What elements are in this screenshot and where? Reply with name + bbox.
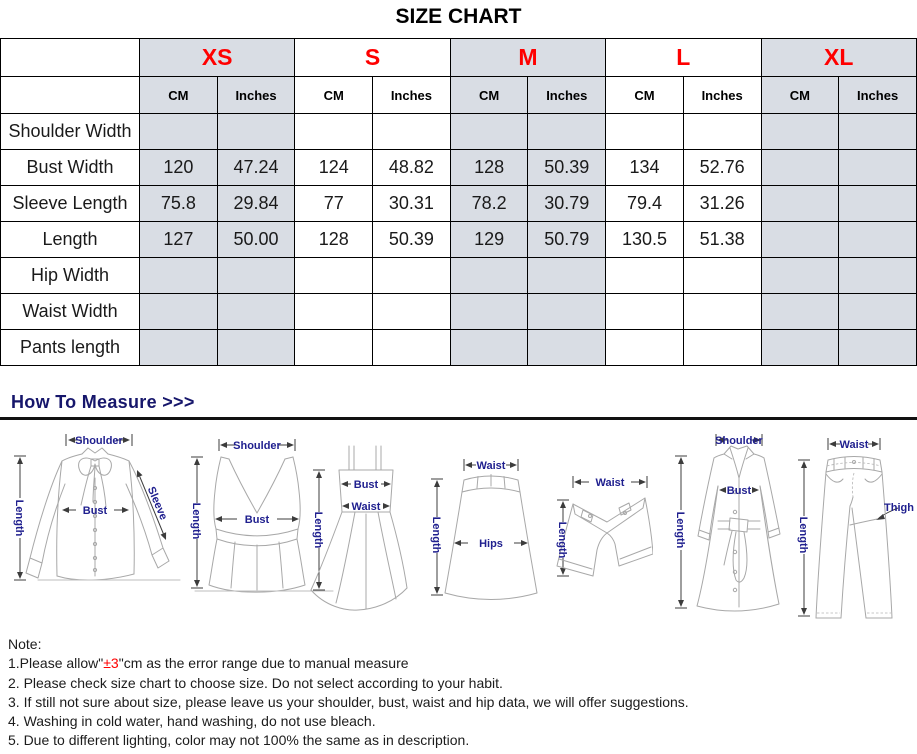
- size-value: [217, 330, 295, 366]
- unit-header: CM: [450, 77, 528, 114]
- unit-header: CM: [140, 77, 218, 114]
- shorts-waist-label: Waist: [595, 477, 625, 489]
- vest-shoulder-label: Shoulder: [233, 440, 281, 452]
- diagram-coat: [666, 428, 796, 620]
- notes-heading: Note:: [8, 636, 42, 652]
- table-row: [1, 114, 917, 150]
- size-header-m: M: [450, 39, 605, 77]
- size-value: [839, 294, 917, 330]
- shorts-length-label: Length: [556, 521, 568, 559]
- dress-length-label: Length: [312, 511, 324, 549]
- size-value: 29.84: [217, 186, 295, 222]
- notes: [8, 635, 689, 751]
- size-value: 50.39: [528, 150, 606, 186]
- size-value: [761, 150, 839, 186]
- size-value: [450, 258, 528, 294]
- size-value: 51.38: [683, 222, 761, 258]
- row-label: Bust Width: [1, 150, 140, 186]
- size-value: [373, 114, 451, 150]
- note-1-prefix: 1.Please allow": [8, 655, 104, 672]
- note-line-2: 2. Please check size chart to choose size. Do not select according to your habit.: [8, 674, 503, 691]
- size-value: [373, 330, 451, 366]
- note-line-4: 4. Washing in cold water, hand washing, do not use bleach.: [8, 713, 376, 730]
- size-value: [683, 114, 761, 150]
- size-value: 78.2: [450, 186, 528, 222]
- size-value: [217, 114, 295, 150]
- size-table: [0, 38, 917, 366]
- vest-length-label: Length: [190, 502, 202, 540]
- size-value: [373, 294, 451, 330]
- size-value: 31.26: [683, 186, 761, 222]
- note-1-tolerance: ±3: [103, 655, 119, 672]
- table-row: [1, 150, 917, 186]
- size-value: [528, 330, 606, 366]
- unit-header-row: [1, 77, 917, 114]
- page-title: SIZE CHART: [395, 5, 522, 28]
- size-header-row: [1, 39, 917, 77]
- size-value: [450, 294, 528, 330]
- size-value: 75.8: [140, 186, 218, 222]
- note-1-suffix: "cm as the error range due to manual measure: [118, 655, 409, 672]
- chevrons-icon: >>>: [162, 392, 195, 412]
- diagram-blouse: [8, 430, 190, 592]
- size-value: [683, 330, 761, 366]
- row-label: Sleeve Length: [1, 186, 140, 222]
- unit-header: Inches: [217, 77, 295, 114]
- size-value: 50.00: [217, 222, 295, 258]
- size-value: [839, 114, 917, 150]
- size-value: [450, 114, 528, 150]
- measure-diagrams: [0, 425, 917, 633]
- skirt-length-label: Length: [430, 516, 442, 554]
- size-value: [373, 258, 451, 294]
- row-label: Waist Width: [1, 294, 140, 330]
- diagram-skirt: [428, 455, 538, 605]
- size-value: 50.39: [373, 222, 451, 258]
- size-value: 79.4: [606, 186, 684, 222]
- size-value: [140, 330, 218, 366]
- coat-shoulder-label: Shoulder: [715, 435, 763, 447]
- diagram-dress: [303, 440, 410, 612]
- size-value: [217, 258, 295, 294]
- size-value: [761, 294, 839, 330]
- size-value: 30.79: [528, 186, 606, 222]
- table-row: [1, 186, 917, 222]
- size-value: [839, 330, 917, 366]
- size-header-s: S: [295, 39, 450, 77]
- row-label: Length: [1, 222, 140, 258]
- corner-cell: [1, 77, 140, 114]
- size-value: [140, 258, 218, 294]
- size-value: [606, 294, 684, 330]
- size-value: [839, 186, 917, 222]
- size-value: 52.76: [683, 150, 761, 186]
- size-value: [839, 222, 917, 258]
- size-value: [295, 114, 373, 150]
- table-row: [1, 222, 917, 258]
- corner-cell: [1, 39, 140, 77]
- blouse-shoulder-label: Shoulder: [75, 435, 123, 447]
- size-value: 124: [295, 150, 373, 186]
- size-value: 30.31: [373, 186, 451, 222]
- jeans-waist-label: Waist: [839, 439, 869, 451]
- size-value: [761, 186, 839, 222]
- size-value: [606, 114, 684, 150]
- unit-header: CM: [606, 77, 684, 114]
- size-value: 128: [295, 222, 373, 258]
- size-value: 50.79: [528, 222, 606, 258]
- unit-header: Inches: [528, 77, 606, 114]
- coat-bust-label: Bust: [726, 485, 752, 497]
- diagram-shorts: [535, 470, 653, 590]
- vest-bust-label: Bust: [244, 514, 270, 526]
- size-value: 129: [450, 222, 528, 258]
- unit-header: Inches: [373, 77, 451, 114]
- size-value: [295, 294, 373, 330]
- size-value: 130.5: [606, 222, 684, 258]
- table-row: [1, 258, 917, 294]
- size-header-xs: XS: [140, 39, 295, 77]
- unit-header: CM: [295, 77, 373, 114]
- size-value: [761, 258, 839, 294]
- divider-line: [0, 417, 917, 420]
- size-value: 77: [295, 186, 373, 222]
- size-value: 48.82: [373, 150, 451, 186]
- size-value: [761, 114, 839, 150]
- size-header-l: L: [606, 39, 761, 77]
- size-value: [528, 294, 606, 330]
- size-value: [528, 258, 606, 294]
- row-label: Hip Width: [1, 258, 140, 294]
- size-value: [217, 294, 295, 330]
- note-line-5: 5. Due to different lighting, color may not 100% the same as in description.: [8, 732, 470, 749]
- diagram-jeans: [788, 430, 917, 628]
- size-value: [839, 258, 917, 294]
- size-value: 127: [140, 222, 218, 258]
- size-value: [683, 258, 761, 294]
- size-value: [683, 294, 761, 330]
- size-value: [606, 330, 684, 366]
- size-value: [761, 222, 839, 258]
- size-value: 128: [450, 150, 528, 186]
- row-label: Shoulder Width: [1, 114, 140, 150]
- size-value: 47.24: [217, 150, 295, 186]
- size-value: [295, 258, 373, 294]
- unit-header: Inches: [839, 77, 917, 114]
- how-to-measure-heading: [11, 392, 195, 413]
- size-value: [839, 150, 917, 186]
- size-value: [140, 294, 218, 330]
- how-to-measure-text: How To Measure: [11, 392, 157, 412]
- coat-length-label: Length: [674, 511, 686, 549]
- note-line-1: [8, 654, 689, 673]
- size-value: [528, 114, 606, 150]
- size-value: [295, 330, 373, 366]
- blouse-length-label: Length: [13, 499, 25, 537]
- table-row: [1, 294, 917, 330]
- table-row: [1, 330, 917, 366]
- dress-waist-label: Waist: [351, 501, 381, 513]
- jeans-thigh-label: Thigh: [884, 502, 914, 514]
- size-value: [761, 330, 839, 366]
- size-value: [450, 330, 528, 366]
- jeans-length-label: Length: [797, 516, 809, 554]
- size-value: 120: [140, 150, 218, 186]
- skirt-hips-label: Hips: [479, 538, 503, 550]
- size-value: [606, 258, 684, 294]
- unit-header: Inches: [683, 77, 761, 114]
- skirt-waist-label: Waist: [476, 460, 506, 472]
- size-value: [140, 114, 218, 150]
- size-value: 134: [606, 150, 684, 186]
- row-label: Pants length: [1, 330, 140, 366]
- unit-header: CM: [761, 77, 839, 114]
- dress-bust-label: Bust: [353, 479, 379, 491]
- blouse-sleeve-label: Sleeve: [144, 484, 170, 522]
- blouse-bust-label: Bust: [82, 505, 108, 517]
- note-line-3: 3. If still not sure about size, please leave us your shoulder, bust, waist and hip data, we will offer suggestions.: [8, 693, 689, 710]
- size-header-xl: XL: [761, 39, 917, 77]
